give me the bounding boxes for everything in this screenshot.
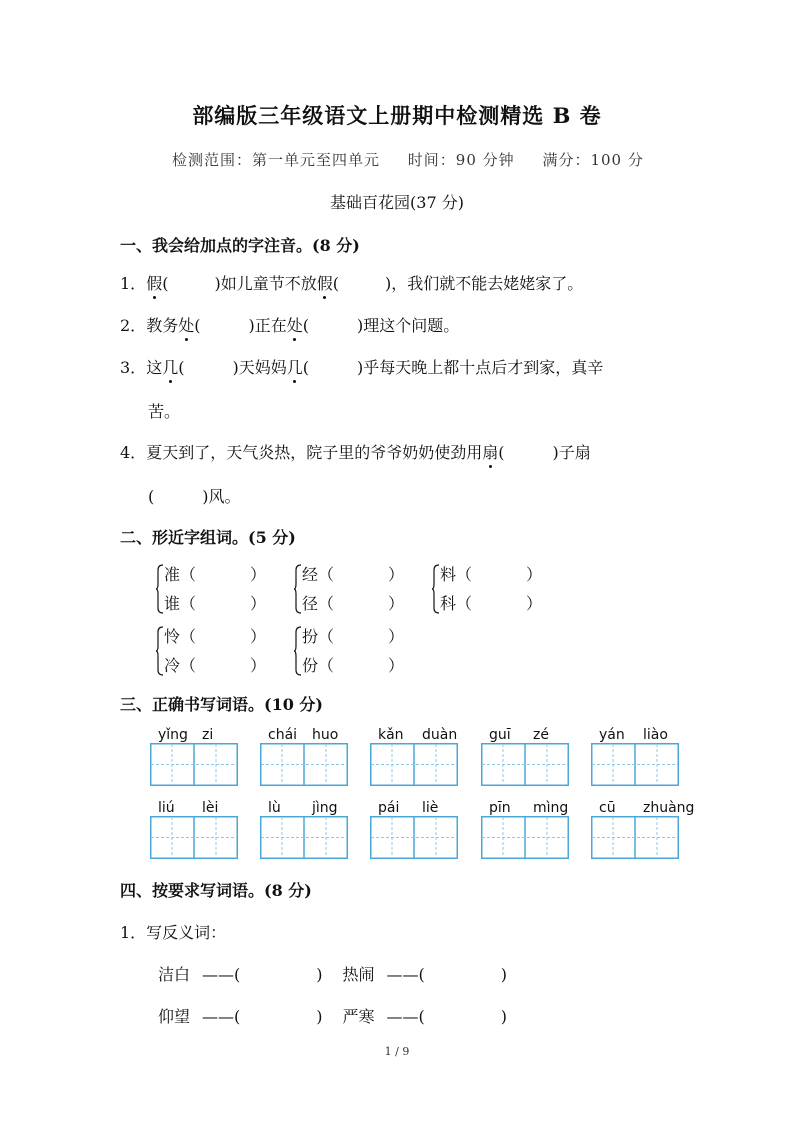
word-group-line: 科（ ） — [440, 594, 543, 613]
writing-grid-box[interactable] — [370, 743, 458, 786]
dotted-char: 假 — [146, 271, 162, 294]
pinyin-label: chái — [268, 727, 298, 743]
pinyin-label: pīn — [489, 800, 511, 816]
pinyin-label: yǐng — [158, 727, 188, 743]
word-group-line: 准（ ） — [164, 565, 267, 584]
pinyin-label: pái — [378, 800, 400, 816]
q1-item-2: 2．教务处( )正在处( )理这个问题。 — [120, 313, 459, 336]
word-group-line: 份（ ） — [302, 656, 405, 675]
pinyin-label: duàn — [422, 727, 458, 743]
dotted-char: 假 — [317, 271, 333, 294]
q4-sub1: 1．写反义词： — [120, 923, 227, 942]
pinyin-label: jìng — [312, 800, 338, 816]
brace-icon — [294, 626, 302, 680]
q3-heading: 三、正确书写词语。(10 分) — [120, 695, 323, 714]
writing-grid-box[interactable] — [481, 743, 569, 786]
q1-item-4-cont: ( )风。 — [148, 487, 241, 506]
word-group-line: 怜（ ） — [164, 627, 267, 646]
brace-icon — [294, 564, 302, 618]
writing-grid-box[interactable] — [150, 743, 238, 786]
dotted-char: 几 — [287, 355, 303, 378]
word-group-line: 料（ ） — [440, 565, 543, 584]
pinyin-label: zé — [533, 727, 549, 743]
q4-antonym-row-1: 洁白 ——( ) 热闹 ——( ) — [158, 965, 508, 984]
writing-grid-box[interactable] — [260, 816, 348, 859]
brace-icon — [156, 626, 164, 680]
q1-item-3: 3．这几( )天妈妈几( )乎每天晚上都十点后才到家，真辛 — [120, 355, 603, 378]
brace-icon — [432, 564, 440, 618]
pinyin-label: lèi — [202, 800, 219, 816]
pinyin-label: lù — [268, 800, 281, 816]
writing-grid-box[interactable] — [481, 816, 569, 859]
pinyin-label: liè — [422, 800, 439, 816]
writing-grid-box[interactable] — [370, 816, 458, 859]
writing-grid-box[interactable] — [591, 743, 679, 786]
q1-item-1: 1．假( )如儿童节不放假( )，我们就不能去姥姥家了。 — [120, 271, 583, 294]
section-title: 基础百花园(37 分) — [330, 193, 464, 212]
word-group-line: 径（ ） — [302, 594, 405, 613]
word-group-line: 经（ ） — [302, 565, 405, 584]
pinyin-label: mìng — [533, 800, 569, 816]
exam-score: 满分：100 分 — [542, 151, 644, 169]
pinyin-label: huo — [312, 727, 339, 743]
q2-heading: 二、形近字组词。(5 分) — [120, 528, 296, 547]
pinyin-label: yán — [599, 727, 625, 743]
pinyin-label: cū — [599, 800, 616, 816]
pinyin-label: liào — [643, 727, 668, 743]
page-number: 1 / 9 — [384, 1045, 410, 1058]
q4-antonym-row-2: 仰望 ——( ) 严寒 ——( ) — [158, 1007, 508, 1026]
writing-grid-box[interactable] — [150, 816, 238, 859]
dotted-char: 处 — [178, 313, 194, 336]
exam-meta — [172, 149, 666, 170]
pinyin-label: kǎn — [378, 727, 404, 743]
exam-time: 时间：90 分钟 — [407, 151, 515, 169]
word-group-line: 扮（ ） — [302, 627, 405, 646]
dotted-char: 扇 — [482, 440, 498, 463]
brace-icon — [156, 564, 164, 618]
q4-heading: 四、按要求写词语。(8 分) — [120, 881, 312, 900]
dotted-char: 几 — [162, 355, 178, 378]
pinyin-label: guī — [489, 727, 511, 743]
writing-grid-box[interactable] — [591, 816, 679, 859]
pinyin-label: zi — [202, 727, 214, 743]
q1-item-4: 4．夏天到了，天气炎热，院子里的爷爷奶奶使劲用扇( )子扇 — [120, 440, 591, 463]
pinyin-label: zhuàng — [643, 800, 695, 816]
q1-heading: 一、我会给加点的字注音。(8 分) — [120, 236, 360, 255]
dotted-char: 处 — [287, 313, 303, 336]
page-title: 部编版三年级语文上册期中检测精选 B 卷 — [192, 103, 602, 128]
word-group-line: 谁（ ） — [164, 594, 267, 613]
q1-item-3-cont: 苦。 — [148, 402, 181, 421]
pinyin-label: liú — [158, 800, 175, 816]
word-group-line: 冷（ ） — [164, 656, 267, 675]
exam-scope: 检测范围：第一单元至四单元 — [172, 151, 381, 169]
writing-grid-box[interactable] — [260, 743, 348, 786]
